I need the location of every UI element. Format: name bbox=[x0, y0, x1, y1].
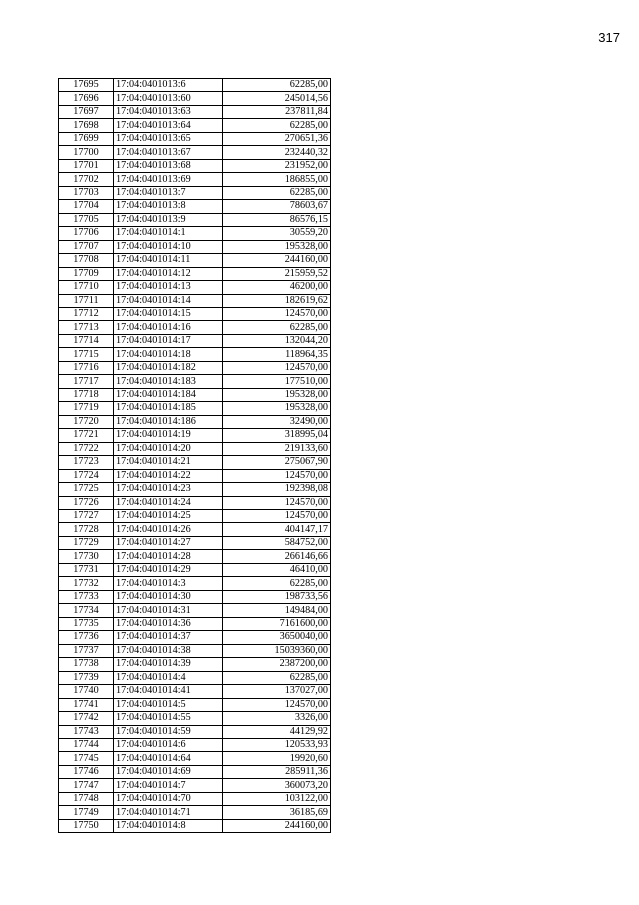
cadastral-number-cell: 17:04:0401014:21 bbox=[114, 456, 223, 469]
row-number-cell: 17695 bbox=[59, 79, 114, 92]
cadastral-number-cell: 17:04:0401014:29 bbox=[114, 563, 223, 576]
table-row bbox=[59, 819, 331, 832]
value-cell: 192398,08 bbox=[223, 483, 331, 496]
value-cell: 404147,17 bbox=[223, 523, 331, 536]
value-cell: 182619,62 bbox=[223, 294, 331, 307]
cadastral-number-cell: 17:04:0401014:20 bbox=[114, 442, 223, 455]
table-row bbox=[59, 725, 331, 738]
cadastral-number-cell: 17:04:0401014:182 bbox=[114, 361, 223, 374]
cadastral-number-cell: 17:04:0401014:25 bbox=[114, 510, 223, 523]
cadastral-number-cell: 17:04:0401014:7 bbox=[114, 779, 223, 792]
row-number-cell: 17735 bbox=[59, 617, 114, 630]
value-cell: 137027,00 bbox=[223, 685, 331, 698]
cadastral-number-cell: 17:04:0401014:12 bbox=[114, 267, 223, 280]
cadastral-number-cell: 17:04:0401014:10 bbox=[114, 240, 223, 253]
table-row bbox=[59, 806, 331, 819]
table-row bbox=[59, 456, 331, 469]
table-row bbox=[59, 240, 331, 253]
value-cell: 124570,00 bbox=[223, 496, 331, 509]
cadastral-number-cell: 17:04:0401014:71 bbox=[114, 806, 223, 819]
value-cell: 244160,00 bbox=[223, 254, 331, 267]
cadastral-number-cell: 17:04:0401014:41 bbox=[114, 685, 223, 698]
row-number-cell: 17745 bbox=[59, 752, 114, 765]
row-number-cell: 17739 bbox=[59, 671, 114, 684]
cadastral-number-cell: 17:04:0401014:24 bbox=[114, 496, 223, 509]
value-cell: 124570,00 bbox=[223, 510, 331, 523]
row-number-cell: 17741 bbox=[59, 698, 114, 711]
cadastral-number-cell: 17:04:0401014:36 bbox=[114, 617, 223, 630]
cadastral-number-cell: 17:04:0401013:63 bbox=[114, 105, 223, 118]
table-row bbox=[59, 159, 331, 172]
table-row bbox=[59, 792, 331, 805]
cadastral-number-cell: 17:04:0401014:39 bbox=[114, 658, 223, 671]
table-row bbox=[59, 604, 331, 617]
cadastral-number-cell: 17:04:0401013:9 bbox=[114, 213, 223, 226]
table-row bbox=[59, 698, 331, 711]
table-row bbox=[59, 469, 331, 482]
table-row bbox=[59, 173, 331, 186]
row-number-cell: 17706 bbox=[59, 227, 114, 240]
row-number-cell: 17700 bbox=[59, 146, 114, 159]
cadastral-number-cell: 17:04:0401014:3 bbox=[114, 577, 223, 590]
value-cell: 360073,20 bbox=[223, 779, 331, 792]
row-number-cell: 17728 bbox=[59, 523, 114, 536]
row-number-cell: 17710 bbox=[59, 281, 114, 294]
table-row bbox=[59, 752, 331, 765]
value-cell: 86576,15 bbox=[223, 213, 331, 226]
row-number-cell: 17742 bbox=[59, 712, 114, 725]
table-row bbox=[59, 348, 331, 361]
value-cell: 237811,84 bbox=[223, 105, 331, 118]
table-body bbox=[59, 79, 331, 833]
cadastral-number-cell: 17:04:0401014:4 bbox=[114, 671, 223, 684]
row-number-cell: 17711 bbox=[59, 294, 114, 307]
cadastral-number-cell: 17:04:0401014:184 bbox=[114, 388, 223, 401]
table-row bbox=[59, 361, 331, 374]
value-cell: 285911,36 bbox=[223, 765, 331, 778]
row-number-cell: 17696 bbox=[59, 92, 114, 105]
cadastral-table bbox=[58, 78, 331, 833]
value-cell: 149484,00 bbox=[223, 604, 331, 617]
value-cell: 32490,00 bbox=[223, 415, 331, 428]
table-row bbox=[59, 442, 331, 455]
row-number-cell: 17719 bbox=[59, 402, 114, 415]
cadastral-number-cell: 17:04:0401014:17 bbox=[114, 334, 223, 347]
cadastral-number-cell: 17:04:0401014:64 bbox=[114, 752, 223, 765]
table-row bbox=[59, 563, 331, 576]
cadastral-number-cell: 17:04:0401014:31 bbox=[114, 604, 223, 617]
value-cell: 62285,00 bbox=[223, 79, 331, 92]
cadastral-number-cell: 17:04:0401014:23 bbox=[114, 483, 223, 496]
table-row bbox=[59, 294, 331, 307]
cadastral-number-cell: 17:04:0401013:69 bbox=[114, 173, 223, 186]
row-number-cell: 17729 bbox=[59, 536, 114, 549]
cadastral-number-cell: 17:04:0401014:185 bbox=[114, 402, 223, 415]
table-row bbox=[59, 644, 331, 657]
row-number-cell: 17698 bbox=[59, 119, 114, 132]
table-row bbox=[59, 227, 331, 240]
cadastral-number-cell: 17:04:0401014:27 bbox=[114, 536, 223, 549]
value-cell: 266146,66 bbox=[223, 550, 331, 563]
value-cell: 118964,35 bbox=[223, 348, 331, 361]
cadastral-number-cell: 17:04:0401014:70 bbox=[114, 792, 223, 805]
row-number-cell: 17723 bbox=[59, 456, 114, 469]
table-row bbox=[59, 321, 331, 334]
table-row bbox=[59, 496, 331, 509]
value-cell: 275067,90 bbox=[223, 456, 331, 469]
table-row bbox=[59, 577, 331, 590]
table-row bbox=[59, 658, 331, 671]
cadastral-number-cell: 17:04:0401014:38 bbox=[114, 644, 223, 657]
cadastral-number-cell: 17:04:0401014:183 bbox=[114, 375, 223, 388]
row-number-cell: 17733 bbox=[59, 590, 114, 603]
value-cell: 62285,00 bbox=[223, 577, 331, 590]
row-number-cell: 17722 bbox=[59, 442, 114, 455]
value-cell: 124570,00 bbox=[223, 361, 331, 374]
value-cell: 46410,00 bbox=[223, 563, 331, 576]
row-number-cell: 17738 bbox=[59, 658, 114, 671]
row-number-cell: 17749 bbox=[59, 806, 114, 819]
cadastral-number-cell: 17:04:0401014:11 bbox=[114, 254, 223, 267]
value-cell: 62285,00 bbox=[223, 671, 331, 684]
row-number-cell: 17727 bbox=[59, 510, 114, 523]
table-row bbox=[59, 510, 331, 523]
table-row bbox=[59, 415, 331, 428]
table-row bbox=[59, 590, 331, 603]
cadastral-number-cell: 17:04:0401014:1 bbox=[114, 227, 223, 240]
row-number-cell: 17708 bbox=[59, 254, 114, 267]
cadastral-number-cell: 17:04:0401014:59 bbox=[114, 725, 223, 738]
value-cell: 103122,00 bbox=[223, 792, 331, 805]
row-number-cell: 17724 bbox=[59, 469, 114, 482]
value-cell: 2387200,00 bbox=[223, 658, 331, 671]
value-cell: 232440,32 bbox=[223, 146, 331, 159]
row-number-cell: 17750 bbox=[59, 819, 114, 832]
row-number-cell: 17717 bbox=[59, 375, 114, 388]
cadastral-number-cell: 17:04:0401014:15 bbox=[114, 307, 223, 320]
value-cell: 244160,00 bbox=[223, 819, 331, 832]
row-number-cell: 17702 bbox=[59, 173, 114, 186]
table-row bbox=[59, 765, 331, 778]
value-cell: 46200,00 bbox=[223, 281, 331, 294]
row-number-cell: 17732 bbox=[59, 577, 114, 590]
table-row bbox=[59, 429, 331, 442]
table-row bbox=[59, 334, 331, 347]
value-cell: 195328,00 bbox=[223, 388, 331, 401]
value-cell: 195328,00 bbox=[223, 240, 331, 253]
table-row bbox=[59, 307, 331, 320]
value-cell: 245014,56 bbox=[223, 92, 331, 105]
table-row bbox=[59, 375, 331, 388]
row-number-cell: 17730 bbox=[59, 550, 114, 563]
cadastral-number-cell: 17:04:0401014:18 bbox=[114, 348, 223, 361]
row-number-cell: 17734 bbox=[59, 604, 114, 617]
cadastral-number-cell: 17:04:0401013:64 bbox=[114, 119, 223, 132]
row-number-cell: 17731 bbox=[59, 563, 114, 576]
table-row bbox=[59, 267, 331, 280]
cadastral-number-cell: 17:04:0401014:5 bbox=[114, 698, 223, 711]
cadastral-number-cell: 17:04:0401014:55 bbox=[114, 712, 223, 725]
row-number-cell: 17726 bbox=[59, 496, 114, 509]
value-cell: 19920,60 bbox=[223, 752, 331, 765]
value-cell: 62285,00 bbox=[223, 186, 331, 199]
row-number-cell: 17740 bbox=[59, 685, 114, 698]
row-number-cell: 17725 bbox=[59, 483, 114, 496]
cadastral-number-cell: 17:04:0401014:8 bbox=[114, 819, 223, 832]
value-cell: 215959,52 bbox=[223, 267, 331, 280]
value-cell: 3650040,00 bbox=[223, 631, 331, 644]
cadastral-number-cell: 17:04:0401013:60 bbox=[114, 92, 223, 105]
row-number-cell: 17703 bbox=[59, 186, 114, 199]
value-cell: 198733,56 bbox=[223, 590, 331, 603]
table-row bbox=[59, 738, 331, 751]
value-cell: 318995,04 bbox=[223, 429, 331, 442]
row-number-cell: 17704 bbox=[59, 200, 114, 213]
value-cell: 132044,20 bbox=[223, 334, 331, 347]
cadastral-number-cell: 17:04:0401014:37 bbox=[114, 631, 223, 644]
cadastral-number-cell: 17:04:0401014:22 bbox=[114, 469, 223, 482]
value-cell: 44129,92 bbox=[223, 725, 331, 738]
table-row bbox=[59, 132, 331, 145]
row-number-cell: 17705 bbox=[59, 213, 114, 226]
table-row bbox=[59, 523, 331, 536]
table-row bbox=[59, 671, 331, 684]
value-cell: 30559,20 bbox=[223, 227, 331, 240]
row-number-cell: 17699 bbox=[59, 132, 114, 145]
row-number-cell: 17720 bbox=[59, 415, 114, 428]
cadastral-number-cell: 17:04:0401014:69 bbox=[114, 765, 223, 778]
value-cell: 177510,00 bbox=[223, 375, 331, 388]
row-number-cell: 17709 bbox=[59, 267, 114, 280]
table-row bbox=[59, 213, 331, 226]
row-number-cell: 17715 bbox=[59, 348, 114, 361]
row-number-cell: 17747 bbox=[59, 779, 114, 792]
row-number-cell: 17743 bbox=[59, 725, 114, 738]
value-cell: 62285,00 bbox=[223, 321, 331, 334]
row-number-cell: 17701 bbox=[59, 159, 114, 172]
row-number-cell: 17736 bbox=[59, 631, 114, 644]
value-cell: 195328,00 bbox=[223, 402, 331, 415]
value-cell: 3326,00 bbox=[223, 712, 331, 725]
table-row bbox=[59, 186, 331, 199]
row-number-cell: 17746 bbox=[59, 765, 114, 778]
row-number-cell: 17716 bbox=[59, 361, 114, 374]
row-number-cell: 17718 bbox=[59, 388, 114, 401]
cadastral-number-cell: 17:04:0401014:26 bbox=[114, 523, 223, 536]
value-cell: 62285,00 bbox=[223, 119, 331, 132]
table-row bbox=[59, 402, 331, 415]
table-row bbox=[59, 200, 331, 213]
table-row bbox=[59, 631, 331, 644]
table-row bbox=[59, 254, 331, 267]
value-cell: 124570,00 bbox=[223, 469, 331, 482]
value-cell: 15039360,00 bbox=[223, 644, 331, 657]
table-row bbox=[59, 79, 331, 92]
table-row bbox=[59, 483, 331, 496]
cadastral-number-cell: 17:04:0401014:19 bbox=[114, 429, 223, 442]
value-cell: 124570,00 bbox=[223, 307, 331, 320]
value-cell: 36185,69 bbox=[223, 806, 331, 819]
table-row bbox=[59, 550, 331, 563]
cadastral-number-cell: 17:04:0401014:13 bbox=[114, 281, 223, 294]
table-row bbox=[59, 779, 331, 792]
row-number-cell: 17697 bbox=[59, 105, 114, 118]
cadastral-number-cell: 17:04:0401014:28 bbox=[114, 550, 223, 563]
cadastral-number-cell: 17:04:0401014:186 bbox=[114, 415, 223, 428]
value-cell: 231952,00 bbox=[223, 159, 331, 172]
row-number-cell: 17712 bbox=[59, 307, 114, 320]
cadastral-number-cell: 17:04:0401013:8 bbox=[114, 200, 223, 213]
table-row bbox=[59, 536, 331, 549]
table-row bbox=[59, 685, 331, 698]
table-row bbox=[59, 281, 331, 294]
cadastral-number-cell: 17:04:0401013:65 bbox=[114, 132, 223, 145]
table-row bbox=[59, 712, 331, 725]
cadastral-number-cell: 17:04:0401014:6 bbox=[114, 738, 223, 751]
table-row bbox=[59, 105, 331, 118]
cadastral-number-cell: 17:04:0401013:6 bbox=[114, 79, 223, 92]
value-cell: 120533,93 bbox=[223, 738, 331, 751]
cadastral-number-cell: 17:04:0401013:67 bbox=[114, 146, 223, 159]
table-row bbox=[59, 388, 331, 401]
table-row bbox=[59, 146, 331, 159]
value-cell: 7161600,00 bbox=[223, 617, 331, 630]
value-cell: 219133,60 bbox=[223, 442, 331, 455]
row-number-cell: 17714 bbox=[59, 334, 114, 347]
row-number-cell: 17707 bbox=[59, 240, 114, 253]
value-cell: 186855,00 bbox=[223, 173, 331, 186]
row-number-cell: 17744 bbox=[59, 738, 114, 751]
cadastral-number-cell: 17:04:0401013:68 bbox=[114, 159, 223, 172]
cadastral-number-cell: 17:04:0401014:16 bbox=[114, 321, 223, 334]
value-cell: 78603,67 bbox=[223, 200, 331, 213]
row-number-cell: 17721 bbox=[59, 429, 114, 442]
table-row bbox=[59, 119, 331, 132]
row-number-cell: 17713 bbox=[59, 321, 114, 334]
cadastral-number-cell: 17:04:0401014:30 bbox=[114, 590, 223, 603]
table-row bbox=[59, 92, 331, 105]
row-number-cell: 17748 bbox=[59, 792, 114, 805]
row-number-cell: 17737 bbox=[59, 644, 114, 657]
table-row bbox=[59, 617, 331, 630]
value-cell: 584752,00 bbox=[223, 536, 331, 549]
value-cell: 124570,00 bbox=[223, 698, 331, 711]
page-number: 317 bbox=[598, 30, 620, 45]
cadastral-number-cell: 17:04:0401013:7 bbox=[114, 186, 223, 199]
cadastral-number-cell: 17:04:0401014:14 bbox=[114, 294, 223, 307]
value-cell: 270651,36 bbox=[223, 132, 331, 145]
